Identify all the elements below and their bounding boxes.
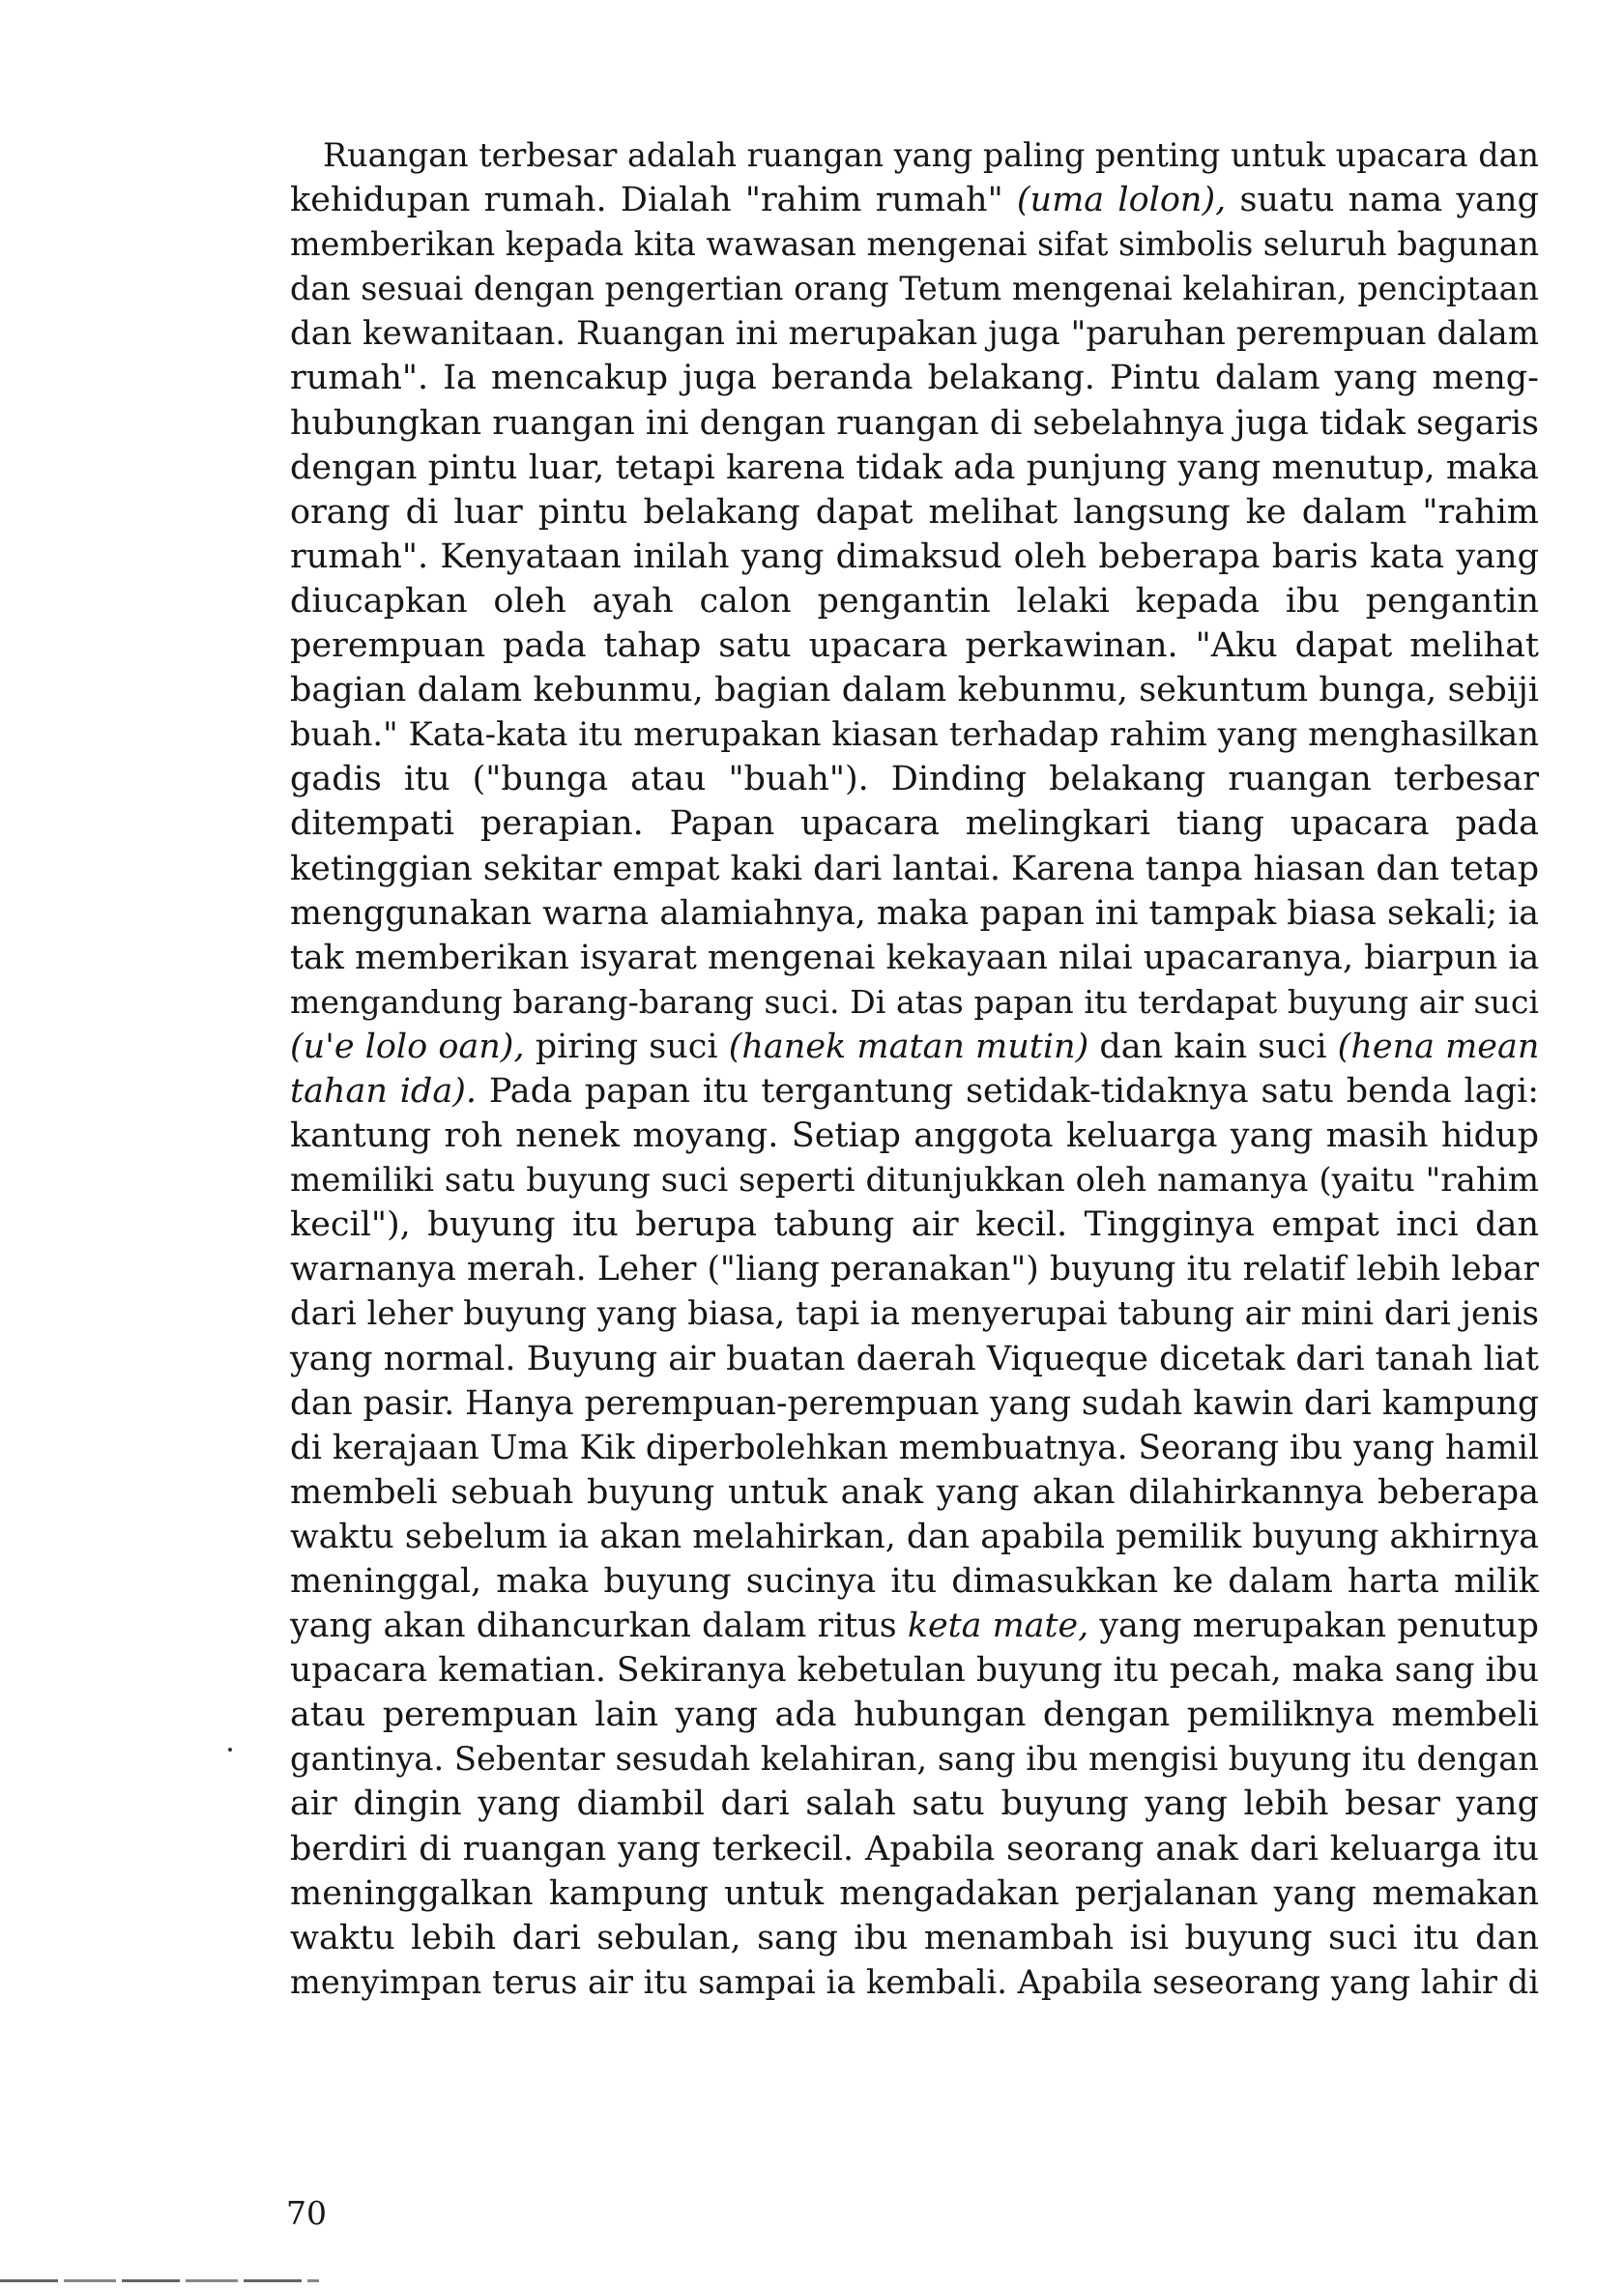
- text-line: bagian dalam kebunmu, bagian dalam kebunmu, sekuntum bunga, sebiji: [290, 671, 1539, 710]
- text-segment: yang merupakan penutup: [1088, 1607, 1539, 1646]
- text-segment: suatu nama yang: [1226, 181, 1539, 220]
- text-line: dan sesuai dengan pengertian orang Tetum mengenai kelahiran, penciptaan: [290, 270, 1539, 308]
- text-line: di kerajaan Uma Kik diperbolehkan membuatnya. Seorang ibu yang hamil: [290, 1428, 1539, 1467]
- text-line: waktu sebelum ia akan melahirkan, dan apabila pemilik buyung akhirnya: [290, 1517, 1539, 1556]
- text-line: gadis itu ("bunga atau "buah"). Dinding belakang ruangan terbesar: [290, 760, 1539, 799]
- text-line: dan pasir. Hanya perempuan-perempuan yang sudah kawin dari kampung: [290, 1383, 1539, 1423]
- body-text: [290, 133, 1539, 2005]
- text-line: memiliki satu buyung suci seperti ditunjukkan oleh namanya (yaitu "rahim: [290, 1161, 1539, 1201]
- italic-term: keta mate,: [907, 1607, 1089, 1646]
- italic-term: (uma lolon),: [1016, 181, 1227, 220]
- text-line: perempuan pada tahap satu upacara perkawinan. "Aku dapat melihat: [290, 626, 1539, 666]
- text-line: gantinya. Sebentar sesudah kelahiran, sang ibu mengisi buyung itu dengan: [290, 1740, 1539, 1779]
- text-line: air dingin yang diambil dari salah satu buyung yang lebih besar yang: [290, 1784, 1539, 1824]
- text-line: memberikan kepada kita wawasan mengenai sifat simbolis seluruh bagunan: [290, 225, 1540, 264]
- text-line: warnanya merah. Leher ("liang peranakan") buyung itu relatif lebih lebar: [290, 1250, 1539, 1289]
- text-line: rumah". Kenyataan inilah yang dimaksud oleh beberapa baris kata yang: [290, 536, 1539, 576]
- text-line: diucapkan oleh ayah calon pengantin lelaki kepada ibu pengantin: [290, 581, 1539, 621]
- text-segment: kehidupan rumah. Dialah "rahim rumah": [290, 181, 1017, 220]
- text-line: menggunakan warna alamiahnya, maka papan ini tampak biasa sekali; ia: [290, 893, 1539, 933]
- text-line: kantung roh nenek moyang. Setiap anggota keluarga yang masih hidup: [290, 1116, 1539, 1156]
- text-segment: dan kain suci: [1088, 1027, 1338, 1066]
- text-line: atau perempuan lain yang ada hubungan dengan pemiliknya membeli: [290, 1695, 1539, 1735]
- italic-term: (hena mean: [1337, 1027, 1540, 1066]
- text-line: dan kewanitaan. Ruangan ini merupakan juga "paruhan perempuan dalam: [290, 314, 1539, 354]
- text-line: orang di luar pintu belakang dapat melihat langsung ke dalam "rahim: [290, 492, 1539, 532]
- text-line: buah." Kata-kata itu merupakan kiasan terhadap rahim yang menghasilkan: [290, 715, 1539, 754]
- page-number: 70: [286, 2194, 327, 2232]
- scan-edge-mark: [0, 2279, 319, 2282]
- text-segment: Pada papan itu tergantung setidak-tidaknya satu benda lagi:: [476, 1071, 1539, 1111]
- text-line: mengandung barang-barang suci. Di atas papan itu terdapat buyung air suci: [290, 982, 1539, 1021]
- text-line: ditempati perapian. Papan upacara melingkari tiang upacara pada: [290, 804, 1539, 844]
- text-line: [290, 178, 1539, 222]
- text-line: meninggalkan kampung untuk mengadakan perjalanan yang memakan: [290, 1873, 1539, 1913]
- text-line: waktu lebih dari sebulan, sang ibu menambah isi buyung suci itu dan: [290, 1918, 1539, 1957]
- margin-dot: [228, 1748, 232, 1752]
- text-line: yang normal. Buyung air buatan daerah Viqueque dicetak dari tanah liat: [290, 1339, 1539, 1378]
- text-line: rumah". Ia mencakup juga beranda belakang. Pintu dalam yang meng-: [290, 359, 1539, 398]
- text-line: upacara kematian. Sekiranya kebetulan buyung itu pecah, maka sang ibu: [290, 1651, 1539, 1691]
- text-line: meninggal, maka buyung sucinya itu dimasukkan ke dalam harta milik: [290, 1562, 1539, 1601]
- text-line: [290, 1069, 1539, 1114]
- text-line: membeli sebuah buyung untuk anak yang akan dilahirkannya beberapa: [290, 1472, 1539, 1512]
- text-line: [290, 1604, 1539, 1648]
- italic-term: tahan ida).: [290, 1071, 477, 1111]
- text-line: berdiri di ruangan yang terkecil. Apabila seorang anak dari keluarga itu: [290, 1829, 1539, 1869]
- text-line: [290, 1025, 1539, 1069]
- text-line: dari leher buyung yang biasa, tapi ia menyerupai tabung air mini dari jenis: [290, 1294, 1539, 1333]
- text-line: Ruangan terbesar adalah ruangan yang paling penting untuk upacara dan: [323, 136, 1539, 174]
- text-line: dengan pintu luar, tetapi karena tidak ada punjung yang menutup, maka: [290, 448, 1539, 487]
- italic-term: (u'e lolo oan),: [290, 1027, 525, 1066]
- text-line: tak memberikan isyarat mengenai kekayaan nilai upacaranya, biarpun ia: [290, 938, 1540, 977]
- italic-term: (hanek matan mutin): [728, 1027, 1089, 1066]
- text-line: kecil"), buyung itu berupa tabung air kecil. Tingginya empat inci dan: [290, 1205, 1539, 1245]
- text-line: menyimpan terus air itu sampai ia kembali. Apabila seseorang yang lahir di: [290, 1962, 1539, 2001]
- text-line: hubungkan ruangan ini dengan ruangan di sebelahnya juga tidak segaris: [290, 403, 1539, 443]
- text-segment: piring suci: [524, 1027, 729, 1066]
- text-line: ketinggian sekitar empat kaki dari lantai. Karena tanpa hiasan dan tetap: [290, 849, 1540, 888]
- text-segment: yang akan dihancurkan dalam ritus: [290, 1607, 908, 1646]
